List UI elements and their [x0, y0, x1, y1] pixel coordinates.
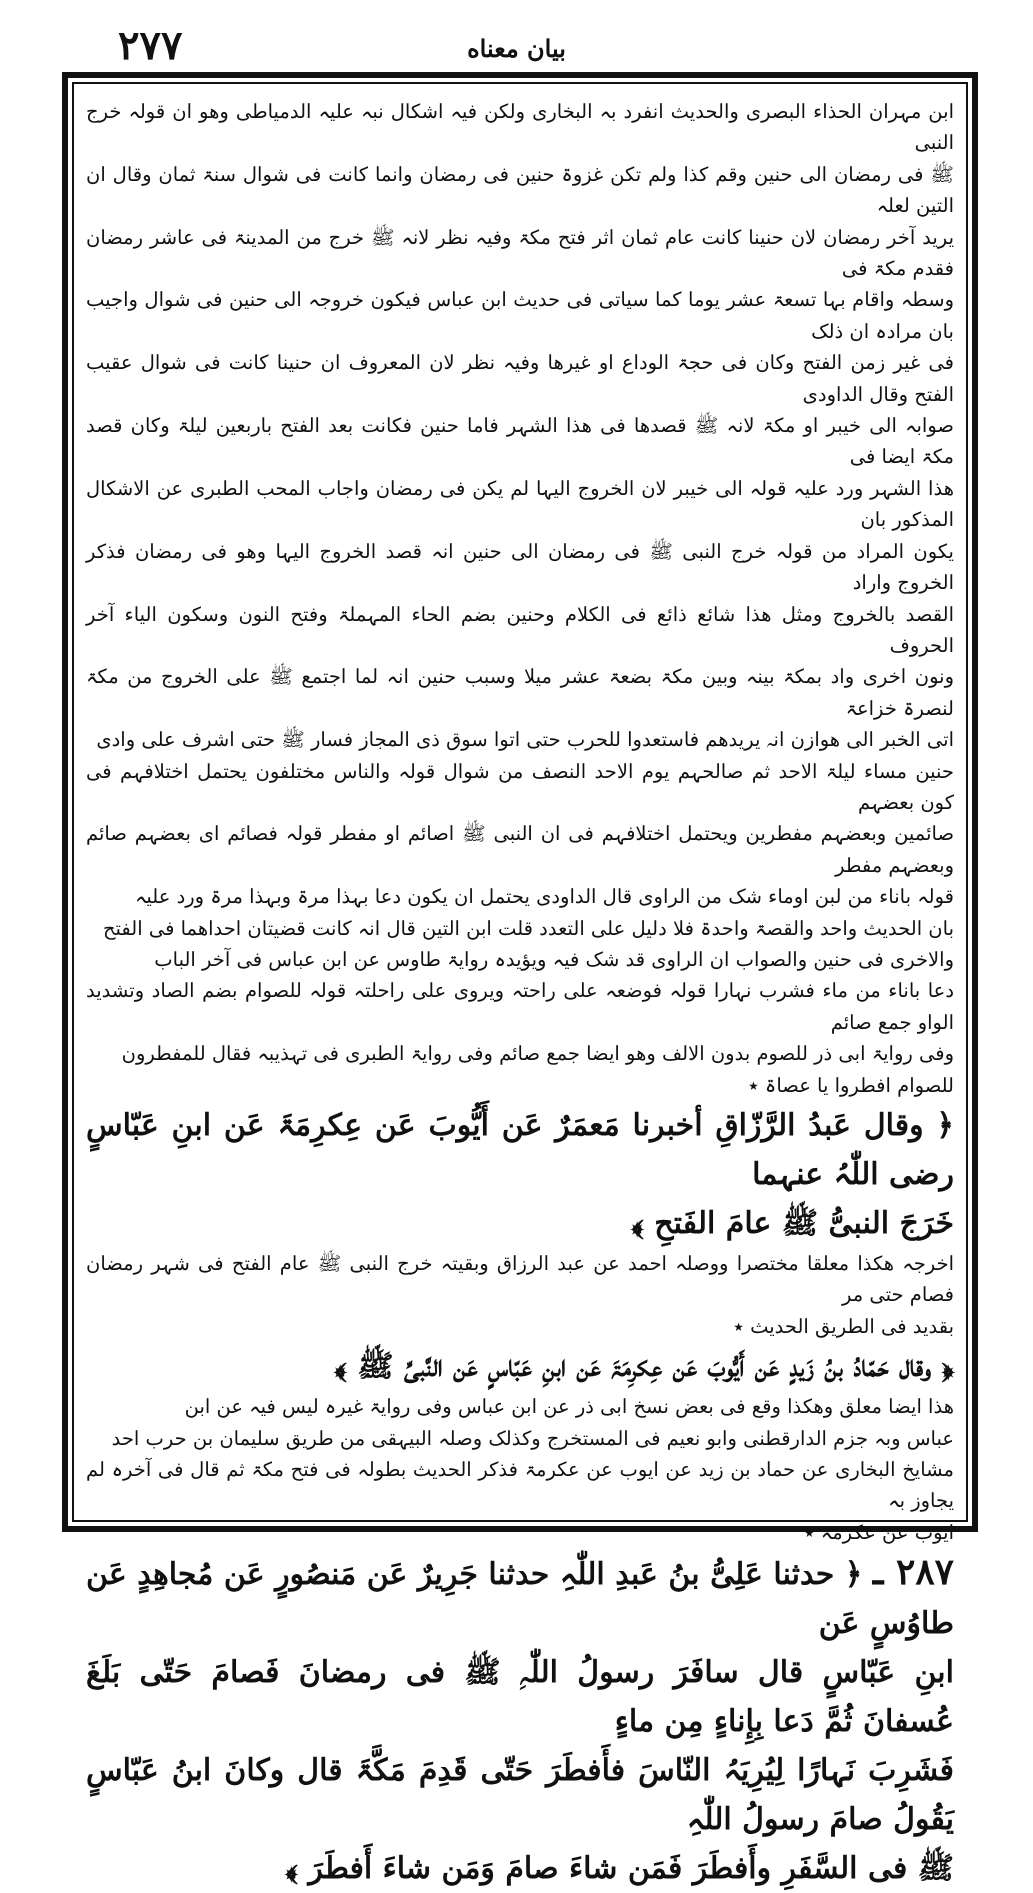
hadith-line: ابنِ عَبّاسٍ قال سافَرَ رسولُ اللّٰہِ ﷺ فی رمضانَ فَصامَ حَتّی بَلَغَ عُسفانَ ثُمَّ دَعا بِإِناءٍ مِن ماءٍ — [86, 1655, 954, 1740]
text-line: ونون اخری واد بمکۃ بینہ وبین مکۃ بضعۃ عشر میلا وسبب حنین انہ لما اجتمع ﷺ علی الخروج من مکۃ لنصرۃ خزاعۃ — [86, 665, 954, 720]
hadith-line: ﴿ وقال حَمّادُ بنُ زَیدٍ عَن أَیُّوبَ عَن عِکرِمَۃَ عَن ابنِ عَبّاسٍ عَن النَّبیِّ ﷺ ﴾ — [334, 1349, 954, 1385]
hadith-block-2 — [86, 1342, 954, 1391]
text-line: ﷺ فی رمضان الی حنین وقم کذا ولم تکن غزوۃ حنین فی رمضان وانما کانت فی شوال سنۃ ثمان وقال ان التین لعلہ — [86, 162, 954, 218]
text-line: بقدید فی الطریق الحدیث ٭ — [733, 1314, 954, 1338]
commentary-block-1 — [86, 96, 954, 1101]
hadith-block-3 — [86, 1548, 954, 1893]
hadith-line: خَرَجَ النبیُّ ﷺ عامَ الفَتحِ ﴾ — [631, 1206, 954, 1241]
text-line: والاخری فی حنین والصواب ان الراوی قد شک فیہ ویؤیدہ روایۃ طاوس عن ابن عباس فی آخر الباب — [154, 947, 954, 971]
hadith-line: ﷺ فی السَّفَرِ وأَفطَرَ فَمَن شاءَ صامَ وَمَن شاءَ أَفطَرَ ﴾ — [285, 1851, 954, 1887]
text-line: القصد بالخروج ومثل ھذا شائع ذائع فی الکلام وحنین بضم الحاء المہملۃ وفتح النون وسکون الیاء آخر الحروف — [86, 602, 954, 657]
commentary-block-2 — [86, 1248, 954, 1342]
hadith-number: ۲۸۷ ـ — [872, 1551, 954, 1594]
hadith-line: فَشَرِبَ نَہارًا لِیُرِیَہُ النّاسَ فأَفطَرَ حَتّی قَدِمَ مَکَّۃَ قال وکانَ ابنُ عَبّاسٍ یَقُولُ صامَ رسولُ اللّٰہِ — [86, 1753, 954, 1838]
text-line: للصوام افطروا یا عصاۃ ٭ — [748, 1073, 954, 1097]
page-header — [0, 0, 1033, 70]
text-line: قولہ باناء من لبن اوماء شک من الراوی قال الداودی یحتمل ان یکون دعا بہذا مرۃ وبہذا مرۃ ورد علیہ — [134, 885, 954, 909]
hadith-line — [86, 1548, 954, 1648]
text-line: وسطہ واقام بہا تسعۃ عشر یوما کما سیاتی فی حدیث ابن عباس فیکون خروجہ الی حنین فی شوال واجیب بان مرادہ ان ذلک — [86, 288, 954, 343]
text-line: اخرجہ ھکذا معلقا مختصرا ووصلہ احمد عن عبد الرزاق وبقیتہ خرج النبی ﷺ عام الفتح فی شہر رمضان فصام حتی مر — [86, 1252, 954, 1307]
page-number: ۲۷۷ — [118, 22, 183, 69]
text-line: یکون المراد من قولہ خرج النبی ﷺ فی رمضان الی حنین انہ قصد الخروج الیہا وھو فی رمضان فذکر الخروج واراد — [86, 539, 954, 595]
text-line: اتی الخبر الی ھوازن انہ یریدھم فاستعدوا للحرب حتی اتوا سوق ذی المجاز فسار ﷺ حتی اشرف علی وادی — [96, 728, 954, 752]
text-line: ھذا الشہر ورد علیہ قولہ الی خیبر لان الخروج الیہا لم یکن فی رمضان واجاب المحب الطبری عن الاشکال المذکور بان — [86, 476, 954, 532]
hadith-text: ﴿ حدثنا عَلِیُّ بنُ عَبدِ اللّٰہِ حدثنا جَرِیرٌ عَن مَنصُورٍ عَن مُجاھِدٍ عَن طاوُسٍ عَن — [86, 1557, 954, 1642]
text-line: صائمین وبعضہم مفطرین ویحتمل اختلافہم فی ان النبی ﷺ اصائم او مفطر قولہ فصائم ای بعضہم صائم وبعضہم مفطر — [86, 822, 954, 877]
text-line: ایوب عن عکرمۃ ٭ — [803, 1520, 954, 1544]
text-line: ھذا ایضا معلق وھکذا وقع فی بعض نسخ ابی ذر عن ابن عباس وفی روایۃ غیرہ لیس فیہ عن ابن — [184, 1395, 954, 1419]
text-line: بان الحدیث واحد والقصۃ واحدۃ فلا دلیل علی التعدد قلت ابن التین قال انہ کانت قضیتان احداھما فی الفتح — [102, 916, 954, 940]
commentary-block-3 — [86, 1391, 954, 1548]
text-line: دعا باناء من ماء فشرب نہارا قولہ فوضعہ علی راحتہ ویروی علی راحلتہ قولہ للصوام بضم الصاد وتشدید الواو جمع صائم — [86, 979, 955, 1034]
text-line: مشایخ البخاری عن حماد بن زید عن ایوب عن عکرمۃ فذکر الحدیث بطولہ فی فتح مکۃ ثم قال فی آخرہ لم یجاوز بہ — [86, 1458, 954, 1513]
running-title: بیان معناه — [467, 34, 566, 63]
hadith-line: ﴿ وقال عَبدُ الرَّزّاقِ أخبرنا مَعمَرٌ عَن أَیُّوبَ عَن عِکرِمَۃَ عَن ابنِ عَبّاسٍ رضی اللّٰہُ عنہما — [86, 1108, 954, 1192]
text-line: صوابہ الی خیبر او مکۃ لانہ ﷺ قصدھا فی ھذا الشہر فاما حنین فکانت بعد الفتح باربعین لیلۃ وکان قصد مکۃ ایضا فی — [86, 414, 954, 469]
page-body — [86, 96, 955, 1887]
text-line: فی غیر زمن الفتح وکان فی حجۃ الوداع او غیرھا وفیہ نظر لان المعروف ان حنینا کانت فی شوال عقیب الفتح وقال الداودی — [86, 351, 954, 406]
text-line: یرید آخر رمضان لان حنینا کانت عام ثمان اثر فتح مکۃ وفیہ نظر لانہ ﷺ خرج من المدینۃ فی عاشر رمضان فقدم مکۃ فی — [86, 225, 954, 281]
hadith-block-1 — [86, 1101, 954, 1248]
text-line: ابن مہران الحذاء البصری والحدیث انفرد بہ البخاری ولکن فیہ اشکال نبہ علیہ الدمیاطی وھو ان قولہ خرج النبی — [86, 100, 954, 155]
text-line: حنین مساء لیلۃ الاحد ثم صالحہم یوم الاحد النصف من شوال قولہ والناس مختلفون یحتمل اختلافہم فی کون بعضہم — [86, 759, 954, 814]
text-line: عباس وبہ جزم الدارقطنی وابو نعیم فی المستخرج وکذلک وصلہ البیہقی من طریق سلیمان بن حرب احد — [111, 1426, 954, 1450]
text-line: وفی روایۃ ابی ذر للصوم بدون الالف وھو ایضا جمع صائم وفی روایۃ الطبری فی تہذیبہ فقال للمفطرون — [121, 1042, 954, 1066]
